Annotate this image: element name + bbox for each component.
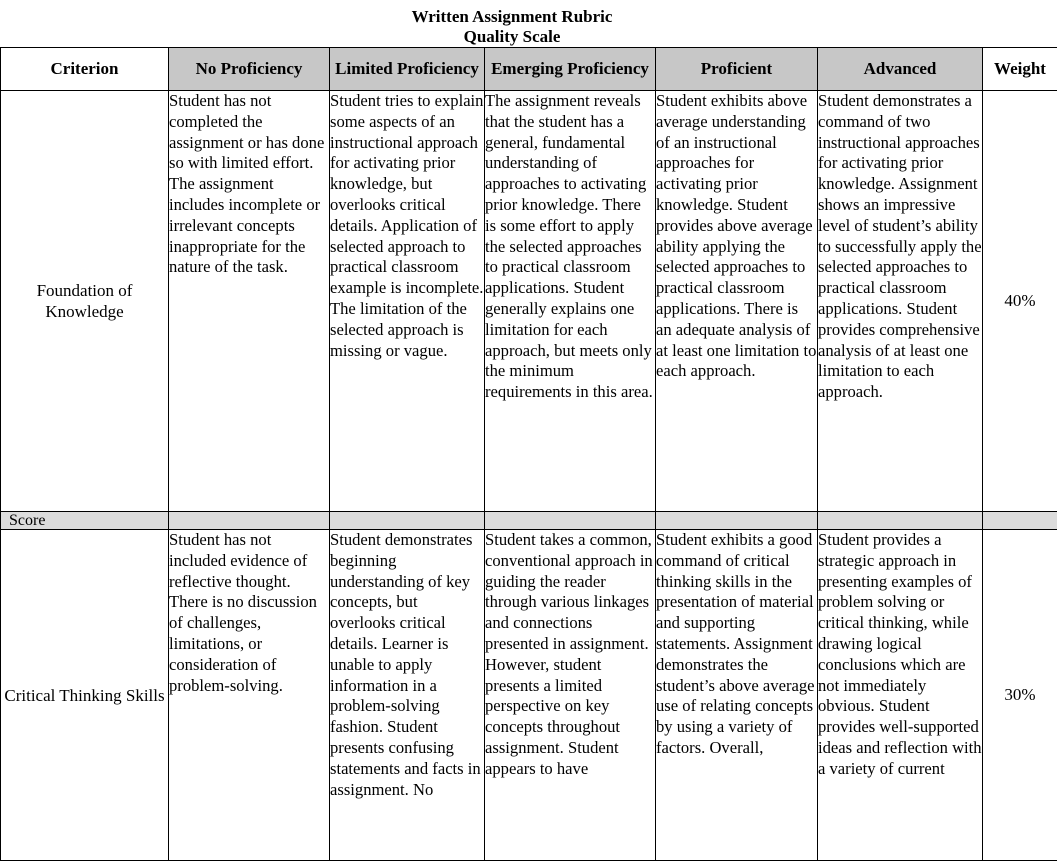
table-row <box>1 91 1057 512</box>
weight-cell: 40% <box>983 91 1057 512</box>
rubric-subtitle: Quality Scale <box>0 27 1024 47</box>
emerging-proficiency-cell: Student takes a common, conventional approach in guiding the reader through various linkages and connections presented in assignment. However, student presents a limited perspective on key concepts throughout assignment. Student appears to have <box>485 530 656 861</box>
score-cell <box>330 512 485 530</box>
score-cell <box>656 512 818 530</box>
criterion-cell: Foundation of Knowledge <box>1 91 169 512</box>
advanced-cell: Student provides a strategic approach in presenting examples of problem solving or critical thinking, while drawing logical conclusions which are not immediately obvious. Student provides well-supported ideas and reflection with a variety of current <box>818 530 983 861</box>
header-weight: Weight <box>983 48 1057 91</box>
advanced-cell: Student demonstrates a command of two instructional approaches for activating prior knowledge. Assignment shows an impressive level of student’s ability to successfully apply the selected approaches to practical classroom applications. Student provides comprehensive analysis of at least one limitation to each approach. <box>818 91 983 512</box>
score-cell <box>983 512 1057 530</box>
no-proficiency-cell: Student has not included evidence of reflective thought. There is no discussion of challenges, limitations, or consideration of problem-solving. <box>169 530 330 861</box>
limited-proficiency-cell: Student tries to explain some aspects of an instructional approach for activating prior knowledge, but overlooks critical details. Application of selected approach to practical classroom example is incomplete. The limitation of the selected approach is missing or vague. <box>330 91 485 512</box>
no-proficiency-cell: Student has not completed the assignment or has done so with limited effort. The assignment includes incomplete or irrelevant concepts inappropriate for the nature of the task. <box>169 91 330 512</box>
proficient-cell: Student exhibits a good command of critical thinking skills in the presentation of material and supporting statements. Assignment demonstrates the student’s above average use of relating concepts by using a variety of factors. Overall, <box>656 530 818 861</box>
header-no-proficiency: No Proficiency <box>169 48 330 91</box>
rubric-table <box>0 47 1057 861</box>
emerging-proficiency-cell: The assignment reveals that the student has a general, fundamental understanding of approaches to activating prior knowledge. There is some effort to apply the selected approaches to practical classroom applications. Student generally explains one limitation for each approach, but meets only the minimum requirements in this area. <box>485 91 656 512</box>
header-row <box>1 48 1057 91</box>
score-label: Score <box>1 512 169 530</box>
score-row <box>1 512 1057 530</box>
score-cell <box>485 512 656 530</box>
header-criterion: Criterion <box>1 48 169 91</box>
header-proficient: Proficient <box>656 48 818 91</box>
rubric-title: Written Assignment Rubric <box>0 7 1024 27</box>
limited-proficiency-cell: Student demonstrates beginning understanding of key concepts, but overlooks critical details. Learner is unable to apply information in a problem-solving fashion. Student presents confusing statements and facts in assignment. No <box>330 530 485 861</box>
weight-cell: 30% <box>983 530 1057 861</box>
header-emerging-proficiency: Emerging Proficiency <box>485 48 656 91</box>
table-row <box>1 530 1057 861</box>
criterion-cell: Critical Thinking Skills <box>1 530 169 861</box>
header-advanced: Advanced <box>818 48 983 91</box>
proficient-cell: Student exhibits above average understanding of an instructional approaches for activating prior knowledge. Student provides above average ability applying the selected approaches to practical classroom applications. There is an adequate analysis of at least one limitation to each approach. <box>656 91 818 512</box>
score-cell <box>169 512 330 530</box>
header-limited-proficiency: Limited Proficiency <box>330 48 485 91</box>
score-cell <box>818 512 983 530</box>
